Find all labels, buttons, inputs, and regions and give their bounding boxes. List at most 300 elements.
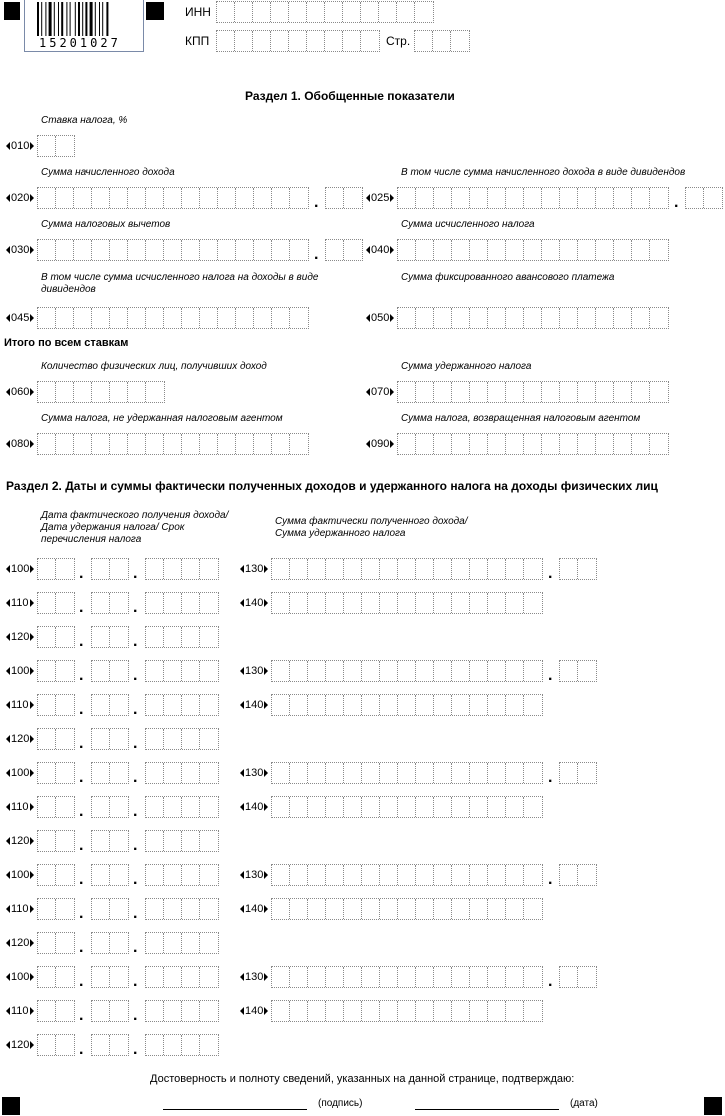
input-cell[interactable] (74, 382, 92, 402)
input-cell[interactable] (362, 797, 380, 817)
year-field[interactable] (145, 796, 219, 818)
input-cell[interactable] (560, 967, 578, 987)
input-cell[interactable] (344, 695, 362, 715)
input-cell[interactable] (92, 661, 110, 681)
input-cell[interactable] (182, 967, 200, 987)
input-cell[interactable] (398, 661, 416, 681)
day-field[interactable] (37, 728, 75, 750)
input-cell[interactable] (470, 661, 488, 681)
month-field[interactable] (91, 558, 129, 580)
input-cell[interactable] (578, 382, 596, 402)
input-cell[interactable] (56, 1001, 74, 1021)
input-cell[interactable] (146, 382, 164, 402)
input-cell[interactable] (92, 382, 110, 402)
income-received-kopecks-field[interactable] (559, 762, 597, 784)
input-cell[interactable] (326, 865, 344, 885)
input-cell[interactable] (506, 797, 524, 817)
input-cell[interactable] (200, 308, 218, 328)
input-cell[interactable] (344, 865, 362, 885)
input-cell[interactable] (452, 865, 470, 885)
input-cell[interactable] (452, 382, 470, 402)
input-cell[interactable] (271, 31, 289, 51)
input-cell[interactable] (470, 1001, 488, 1021)
input-cell[interactable] (596, 382, 614, 402)
input-cell[interactable] (470, 865, 488, 885)
input-cell[interactable] (290, 661, 308, 681)
input-cell[interactable] (110, 434, 128, 454)
input-cell[interactable] (200, 188, 218, 208)
input-cell[interactable] (415, 2, 433, 22)
input-cell[interactable] (92, 1035, 110, 1055)
input-cell[interactable] (488, 434, 506, 454)
input-cell[interactable] (488, 797, 506, 817)
input-cell[interactable] (488, 188, 506, 208)
input-cell[interactable] (470, 593, 488, 613)
input-cell[interactable] (434, 865, 452, 885)
input-cell[interactable] (398, 240, 416, 260)
input-cell[interactable] (146, 933, 164, 953)
input-cell[interactable] (398, 695, 416, 715)
input-cell[interactable] (506, 308, 524, 328)
input-cell[interactable] (182, 188, 200, 208)
input-cell[interactable] (578, 967, 596, 987)
input-cell[interactable] (380, 967, 398, 987)
input-cell[interactable] (289, 2, 307, 22)
input-cell[interactable] (236, 188, 254, 208)
input-cell[interactable] (614, 308, 632, 328)
input-cell[interactable] (164, 797, 182, 817)
input-cell[interactable] (398, 1001, 416, 1021)
income-received-kopecks-field[interactable] (559, 558, 597, 580)
input-cell[interactable] (416, 559, 434, 579)
input-cell[interactable] (290, 1001, 308, 1021)
input-cell[interactable] (470, 308, 488, 328)
input-cell[interactable] (488, 559, 506, 579)
year-field[interactable] (145, 592, 219, 614)
input-cell[interactable] (308, 661, 326, 681)
input-cell[interactable] (56, 865, 74, 885)
input-cell[interactable] (146, 831, 164, 851)
input-cell[interactable] (614, 240, 632, 260)
input-cell[interactable] (506, 899, 524, 919)
input-cell[interactable] (326, 559, 344, 579)
input-cell[interactable] (128, 240, 146, 260)
input-cell[interactable] (362, 865, 380, 885)
input-cell[interactable] (56, 831, 74, 851)
input-cell[interactable] (650, 434, 668, 454)
year-field[interactable] (145, 898, 219, 920)
input-cell[interactable] (236, 240, 254, 260)
input-cell[interactable] (38, 831, 56, 851)
input-cell[interactable] (110, 763, 128, 783)
input-cell[interactable] (632, 308, 650, 328)
input-cell[interactable] (110, 831, 128, 851)
input-cell[interactable] (164, 695, 182, 715)
input-cell[interactable] (200, 865, 218, 885)
input-cell[interactable] (128, 434, 146, 454)
input-cell[interactable] (164, 434, 182, 454)
day-field[interactable] (37, 796, 75, 818)
input-cell[interactable] (470, 240, 488, 260)
input-cell[interactable] (470, 967, 488, 987)
input-cell[interactable] (110, 382, 128, 402)
input-cell[interactable] (38, 729, 56, 749)
input-cell[interactable] (110, 797, 128, 817)
year-field[interactable] (145, 966, 219, 988)
input-cell[interactable] (506, 188, 524, 208)
input-cell[interactable] (326, 899, 344, 919)
year-field[interactable] (145, 660, 219, 682)
input-cell[interactable] (272, 308, 290, 328)
input-cell[interactable] (578, 434, 596, 454)
input-cell[interactable] (506, 559, 524, 579)
input-cell[interactable] (362, 1001, 380, 1021)
input-cell[interactable] (235, 31, 253, 51)
input-cell[interactable] (524, 797, 542, 817)
input-cell[interactable] (416, 695, 434, 715)
input-cell[interactable] (560, 434, 578, 454)
date-line[interactable] (415, 1109, 559, 1110)
input-cell[interactable] (38, 899, 56, 919)
input-cell[interactable] (470, 899, 488, 919)
input-cell[interactable] (308, 695, 326, 715)
input-cell[interactable] (506, 865, 524, 885)
input-cell[interactable] (434, 967, 452, 987)
input-cell[interactable] (200, 899, 218, 919)
input-cell[interactable] (38, 1035, 56, 1055)
input-cell[interactable] (452, 593, 470, 613)
input-cell[interactable] (290, 240, 308, 260)
year-field[interactable] (145, 1034, 219, 1056)
tax-withheld-field[interactable] (271, 592, 543, 614)
input-cell[interactable] (434, 661, 452, 681)
rate-field[interactable] (37, 135, 75, 157)
input-cell[interactable] (451, 31, 469, 51)
input-cell[interactable] (452, 797, 470, 817)
input-cell[interactable] (200, 695, 218, 715)
input-cell[interactable] (200, 593, 218, 613)
input-cell[interactable] (434, 593, 452, 613)
input-cell[interactable] (506, 763, 524, 783)
input-cell[interactable] (380, 797, 398, 817)
input-cell[interactable] (182, 308, 200, 328)
input-cell[interactable] (416, 1001, 434, 1021)
input-cell[interactable] (488, 382, 506, 402)
input-cell[interactable] (290, 763, 308, 783)
input-cell[interactable] (164, 559, 182, 579)
input-cell[interactable] (182, 661, 200, 681)
input-cell[interactable] (524, 240, 542, 260)
input-cell[interactable] (56, 695, 74, 715)
input-cell[interactable] (200, 1035, 218, 1055)
input-cell[interactable] (380, 1001, 398, 1021)
input-cell[interactable] (362, 661, 380, 681)
input-cell[interactable] (433, 31, 451, 51)
input-cell[interactable] (452, 763, 470, 783)
input-cell[interactable] (596, 188, 614, 208)
input-cell[interactable] (56, 763, 74, 783)
input-cell[interactable] (632, 382, 650, 402)
input-cell[interactable] (416, 188, 434, 208)
input-cell[interactable] (398, 865, 416, 885)
input-cell[interactable] (272, 188, 290, 208)
input-cell[interactable] (38, 382, 56, 402)
input-cell[interactable] (164, 763, 182, 783)
input-cell[interactable] (290, 899, 308, 919)
month-field[interactable] (91, 592, 129, 614)
input-cell[interactable] (56, 661, 74, 681)
input-cell[interactable] (578, 308, 596, 328)
input-cell[interactable] (164, 865, 182, 885)
input-cell[interactable] (416, 899, 434, 919)
input-cell[interactable] (200, 831, 218, 851)
input-cell[interactable] (272, 797, 290, 817)
input-cell[interactable] (596, 308, 614, 328)
input-cell[interactable] (235, 2, 253, 22)
input-cell[interactable] (506, 967, 524, 987)
input-cell[interactable] (560, 308, 578, 328)
income-kopecks-field[interactable] (325, 187, 363, 209)
input-cell[interactable] (470, 559, 488, 579)
input-cell[interactable] (344, 188, 362, 208)
input-cell[interactable] (200, 763, 218, 783)
input-cell[interactable] (272, 695, 290, 715)
input-cell[interactable] (380, 695, 398, 715)
input-cell[interactable] (128, 382, 146, 402)
input-cell[interactable] (397, 2, 415, 22)
input-cell[interactable] (254, 188, 272, 208)
input-cell[interactable] (524, 188, 542, 208)
input-cell[interactable] (253, 2, 271, 22)
input-cell[interactable] (380, 559, 398, 579)
input-cell[interactable] (56, 188, 74, 208)
not-withheld-field[interactable] (37, 433, 309, 455)
input-cell[interactable] (56, 240, 74, 260)
input-cell[interactable] (308, 865, 326, 885)
input-cell[interactable] (146, 593, 164, 613)
input-cell[interactable] (470, 434, 488, 454)
input-cell[interactable] (560, 240, 578, 260)
day-field[interactable] (37, 558, 75, 580)
year-field[interactable] (145, 626, 219, 648)
input-cell[interactable] (632, 434, 650, 454)
input-cell[interactable] (272, 661, 290, 681)
input-cell[interactable] (290, 865, 308, 885)
input-cell[interactable] (254, 240, 272, 260)
input-cell[interactable] (164, 1001, 182, 1021)
input-cell[interactable] (416, 661, 434, 681)
input-cell[interactable] (326, 797, 344, 817)
input-cell[interactable] (164, 627, 182, 647)
tax-withheld-field[interactable] (271, 796, 543, 818)
input-cell[interactable] (92, 240, 110, 260)
input-cell[interactable] (218, 188, 236, 208)
input-cell[interactable] (524, 967, 542, 987)
input-cell[interactable] (74, 308, 92, 328)
input-cell[interactable] (506, 661, 524, 681)
calc-tax-field[interactable] (397, 239, 669, 261)
input-cell[interactable] (416, 593, 434, 613)
year-field[interactable] (145, 694, 219, 716)
year-field[interactable] (145, 1000, 219, 1022)
input-cell[interactable] (290, 188, 308, 208)
input-cell[interactable] (92, 763, 110, 783)
input-cell[interactable] (452, 434, 470, 454)
input-cell[interactable] (614, 382, 632, 402)
day-field[interactable] (37, 626, 75, 648)
input-cell[interactable] (560, 763, 578, 783)
input-cell[interactable] (200, 729, 218, 749)
input-cell[interactable] (488, 1001, 506, 1021)
input-cell[interactable] (290, 308, 308, 328)
input-cell[interactable] (110, 188, 128, 208)
input-cell[interactable] (272, 240, 290, 260)
input-cell[interactable] (416, 308, 434, 328)
input-cell[interactable] (38, 627, 56, 647)
input-cell[interactable] (650, 308, 668, 328)
input-cell[interactable] (92, 967, 110, 987)
input-cell[interactable] (110, 1035, 128, 1055)
income-field[interactable] (37, 187, 309, 209)
input-cell[interactable] (146, 1001, 164, 1021)
day-field[interactable] (37, 830, 75, 852)
input-cell[interactable] (361, 2, 379, 22)
input-cell[interactable] (164, 188, 182, 208)
input-cell[interactable] (343, 2, 361, 22)
day-field[interactable] (37, 1034, 75, 1056)
input-cell[interactable] (434, 240, 452, 260)
input-cell[interactable] (326, 188, 344, 208)
input-cell[interactable] (182, 1035, 200, 1055)
input-cell[interactable] (182, 593, 200, 613)
input-cell[interactable] (488, 899, 506, 919)
input-cell[interactable] (415, 31, 433, 51)
input-cell[interactable] (524, 593, 542, 613)
income-received-kopecks-field[interactable] (559, 864, 597, 886)
input-cell[interactable] (650, 240, 668, 260)
input-cell[interactable] (290, 559, 308, 579)
deductions-field[interactable] (37, 239, 309, 261)
input-cell[interactable] (362, 967, 380, 987)
input-cell[interactable] (596, 434, 614, 454)
input-cell[interactable] (578, 559, 596, 579)
input-cell[interactable] (614, 434, 632, 454)
day-field[interactable] (37, 660, 75, 682)
input-cell[interactable] (56, 559, 74, 579)
input-cell[interactable] (182, 1001, 200, 1021)
input-cell[interactable] (146, 240, 164, 260)
input-cell[interactable] (488, 661, 506, 681)
input-cell[interactable] (56, 933, 74, 953)
input-cell[interactable] (290, 797, 308, 817)
income-received-field[interactable] (271, 864, 543, 886)
input-cell[interactable] (110, 627, 128, 647)
input-cell[interactable] (398, 899, 416, 919)
month-field[interactable] (91, 898, 129, 920)
input-cell[interactable] (704, 188, 722, 208)
input-cell[interactable] (92, 308, 110, 328)
input-cell[interactable] (218, 434, 236, 454)
input-cell[interactable] (308, 1001, 326, 1021)
input-cell[interactable] (110, 1001, 128, 1021)
input-cell[interactable] (362, 899, 380, 919)
input-cell[interactable] (92, 933, 110, 953)
input-cell[interactable] (56, 593, 74, 613)
input-cell[interactable] (200, 1001, 218, 1021)
input-cell[interactable] (650, 188, 668, 208)
tax-withheld-field[interactable] (271, 898, 543, 920)
input-cell[interactable] (74, 188, 92, 208)
input-cell[interactable] (488, 763, 506, 783)
input-cell[interactable] (398, 308, 416, 328)
input-cell[interactable] (92, 695, 110, 715)
input-cell[interactable] (218, 240, 236, 260)
input-cell[interactable] (398, 593, 416, 613)
tax-withheld-field[interactable] (271, 1000, 543, 1022)
input-cell[interactable] (56, 899, 74, 919)
input-cell[interactable] (164, 661, 182, 681)
input-cell[interactable] (200, 797, 218, 817)
page-number-field[interactable] (414, 30, 470, 52)
input-cell[interactable] (488, 865, 506, 885)
input-cell[interactable] (38, 434, 56, 454)
input-cell[interactable] (92, 434, 110, 454)
input-cell[interactable] (92, 559, 110, 579)
input-cell[interactable] (362, 695, 380, 715)
input-cell[interactable] (92, 831, 110, 851)
input-cell[interactable] (146, 434, 164, 454)
deductions-kopecks-field[interactable] (325, 239, 363, 261)
div-tax-field[interactable] (37, 307, 309, 329)
input-cell[interactable] (506, 695, 524, 715)
input-cell[interactable] (361, 31, 379, 51)
input-cell[interactable] (200, 627, 218, 647)
input-cell[interactable] (38, 593, 56, 613)
input-cell[interactable] (289, 31, 307, 51)
input-cell[interactable] (488, 967, 506, 987)
input-cell[interactable] (146, 797, 164, 817)
input-cell[interactable] (308, 763, 326, 783)
month-field[interactable] (91, 626, 129, 648)
input-cell[interactable] (524, 661, 542, 681)
input-cell[interactable] (488, 695, 506, 715)
input-cell[interactable] (164, 593, 182, 613)
input-cell[interactable] (398, 434, 416, 454)
input-cell[interactable] (272, 559, 290, 579)
persons-field[interactable] (37, 381, 165, 403)
month-field[interactable] (91, 728, 129, 750)
input-cell[interactable] (488, 308, 506, 328)
input-cell[interactable] (254, 434, 272, 454)
input-cell[interactable] (110, 933, 128, 953)
input-cell[interactable] (110, 865, 128, 885)
input-cell[interactable] (92, 593, 110, 613)
input-cell[interactable] (578, 763, 596, 783)
input-cell[interactable] (434, 899, 452, 919)
input-cell[interactable] (56, 797, 74, 817)
input-cell[interactable] (182, 933, 200, 953)
input-cell[interactable] (344, 559, 362, 579)
year-field[interactable] (145, 932, 219, 954)
input-cell[interactable] (578, 240, 596, 260)
input-cell[interactable] (326, 1001, 344, 1021)
input-cell[interactable] (200, 967, 218, 987)
input-cell[interactable] (686, 188, 704, 208)
input-cell[interactable] (110, 899, 128, 919)
input-cell[interactable] (524, 434, 542, 454)
input-cell[interactable] (56, 1035, 74, 1055)
input-cell[interactable] (38, 695, 56, 715)
